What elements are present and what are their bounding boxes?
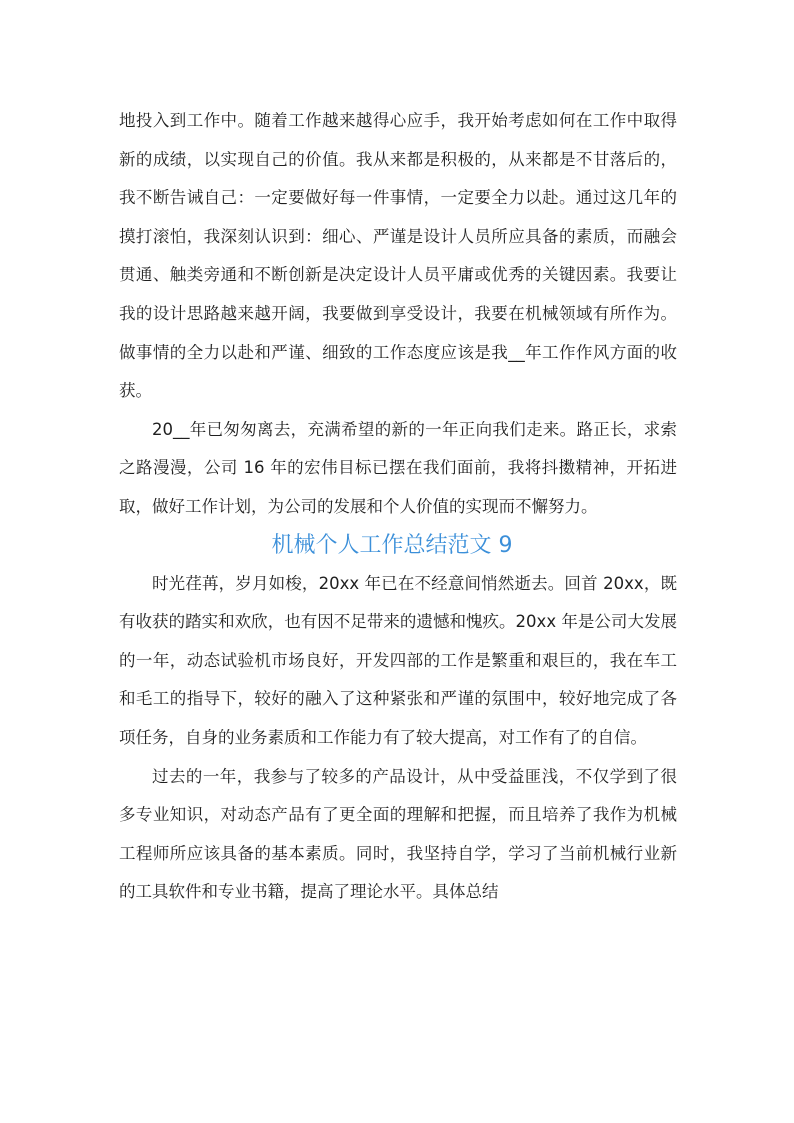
- paragraph-past-year-design: 过去的一年，我参与了较多的产品设计，从中受益匪浅，不仅学到了很多专业知识，对动态产品有了更全面的理解和把握，而且培养了我作为机械工程师所应该具备的基本素质。同时，我坚持自学，学习了当前机械行业新的工具软件和专业书籍，提高了理论水平。具体总结: [119, 766, 677, 902]
- paragraph-new-year-outlook: 20__年已匆匆离去，充满希望的新的一年正向我们走来。路正长，求索之路漫漫，公司 16 年的宏伟目标已摆在我们面前，我将抖擞精神，开拓进取，做好工作计划，为公司的发展和个人价值的实现而不懈努力。: [119, 419, 677, 516]
- document-content: [119, 102, 677, 912]
- section-title: 机械个人工作总结范文 9: [271, 532, 513, 558]
- paragraph-work-attitude: 地投入到工作中。随着工作越来越得心应手，我开始考虑如何在工作中取得新的成绩，以实现自己的价值。我从来都是积极的，从来都是不甘落后的，我不断告诫自己：一定要做好每一件事情，一定要全力以赴。通过这几年的摸打滚怕，我深刻认识到：细心、严谨是设计人员所应具备的素质，而融会贯通、触类旁通和不断创新是决定设计人员平庸或优秀的关键因素。我要让我的设计思路越来越开阔，我要做到享受设计，我要在机械领域有所作为。做事情的全力以赴和严谨、细致的工作态度应该是我__年工作作风方面的收获。: [119, 111, 677, 401]
- paragraph-year-review: 时光荏苒，岁月如梭，20xx 年已在不经意间悄然逝去。回首 20xx，既有收获的踏实和欢欣，也有因不足带来的遗憾和愧疚。20xx 年是公司大发展的一年，动态试验机市场良好，开发四部的工作是繁重和艰巨的，我在车工和毛工的指导下，较好的融入了这种紧张和严谨的氛围中，较好地完成了各项任务，自身的业务素质和工作能力有了较大提高，对工作有了的自信。: [119, 573, 677, 747]
